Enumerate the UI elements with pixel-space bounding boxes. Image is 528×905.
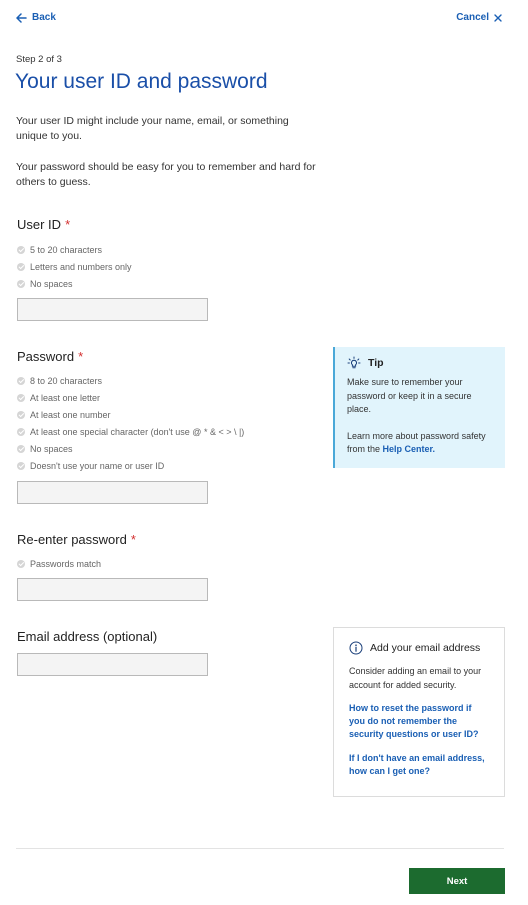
tip-help-prefix: Learn more about password safety from the	[347, 430, 486, 454]
rule-text: Passwords match	[30, 558, 102, 569]
check-circle-icon	[17, 428, 25, 436]
reenter-password-label	[17, 532, 136, 547]
get-email-help-link[interactable]: If I don't have an email address, how can I get one?	[349, 753, 485, 776]
rule-item	[17, 423, 244, 440]
check-circle-icon	[17, 263, 25, 271]
tip-body: Make sure to remember your password or keep it in a secure place.	[347, 377, 472, 414]
info-circle-icon	[349, 641, 363, 655]
rule-text: Letters and numbers only	[30, 261, 132, 272]
check-circle-icon	[17, 377, 25, 385]
rule-item	[17, 275, 132, 292]
email-label: Email address (optional)	[17, 629, 158, 644]
page-title: Your user ID and password	[15, 70, 268, 93]
check-circle-icon	[17, 560, 25, 568]
rule-item	[17, 555, 101, 572]
rule-text: At least one letter	[30, 392, 101, 403]
email-card-title: Add your email address	[370, 642, 481, 654]
email-card-header	[349, 641, 489, 655]
email-input[interactable]	[17, 653, 208, 676]
rule-item	[17, 241, 132, 258]
check-circle-icon	[17, 462, 25, 470]
back-label: Back	[32, 12, 56, 23]
rule-text: 8 to 20 characters	[30, 375, 103, 386]
intro-password: Your password should be easy for you to remember and hard for others to guess.	[16, 161, 316, 188]
tip-title: Tip	[368, 357, 384, 369]
reenter-password-input[interactable]	[17, 578, 208, 601]
reenter-password-label-text: Re-enter password	[17, 532, 127, 547]
password-label-text: Password	[17, 349, 75, 364]
rule-item	[17, 457, 244, 474]
rule-item	[17, 440, 244, 457]
check-circle-icon	[17, 445, 25, 453]
email-card-body: Consider adding an email to your account for added security.	[349, 666, 482, 690]
check-circle-icon	[17, 394, 25, 402]
check-circle-icon	[17, 411, 25, 419]
required-asterisk: *	[130, 532, 136, 547]
tip-help-text	[347, 430, 493, 457]
password-rules	[17, 372, 244, 474]
check-circle-icon	[17, 246, 25, 254]
top-navigation	[16, 12, 502, 30]
rule-text: No spaces	[30, 443, 73, 454]
password-label	[17, 349, 83, 364]
rule-item	[17, 372, 244, 389]
rule-item	[17, 258, 132, 275]
check-circle-icon	[17, 280, 25, 288]
close-icon	[494, 14, 502, 22]
step-indicator: Step 2 of 3	[16, 54, 62, 65]
arrow-left-icon	[16, 13, 27, 23]
intro-user-id: Your user ID might include your name, email, or something unique to you.	[16, 115, 289, 142]
user-id-rules	[17, 241, 132, 292]
next-button[interactable]: Next	[409, 868, 505, 894]
rule-item	[17, 406, 244, 423]
tip-box	[333, 347, 505, 468]
lightbulb-icon	[347, 356, 361, 370]
tip-header	[347, 356, 493, 370]
rule-item	[17, 389, 244, 406]
rule-text: No spaces	[30, 278, 73, 289]
footer-divider	[16, 848, 504, 849]
rule-text: At least one number	[30, 409, 111, 420]
user-id-label-text: User ID	[17, 217, 62, 232]
email-info-card	[333, 627, 505, 797]
cancel-link[interactable]	[456, 12, 502, 23]
required-asterisk: *	[65, 217, 71, 232]
cancel-label: Cancel	[456, 12, 489, 23]
back-link[interactable]	[16, 12, 56, 23]
user-id-label	[17, 217, 70, 232]
required-asterisk: *	[78, 349, 84, 364]
reset-password-help-link[interactable]: How to reset the password if you do not remember the security questions or user ID?	[349, 703, 479, 739]
user-id-input[interactable]	[17, 298, 208, 321]
password-input[interactable]	[17, 481, 208, 504]
rule-text: At least one special character (don't use @ * & < > \ |)	[30, 426, 245, 437]
help-center-link[interactable]: Help Center.	[382, 444, 436, 454]
rule-text: Doesn't use your name or user ID	[30, 460, 165, 471]
reenter-rules	[17, 555, 101, 572]
rule-text: 5 to 20 characters	[30, 244, 103, 255]
